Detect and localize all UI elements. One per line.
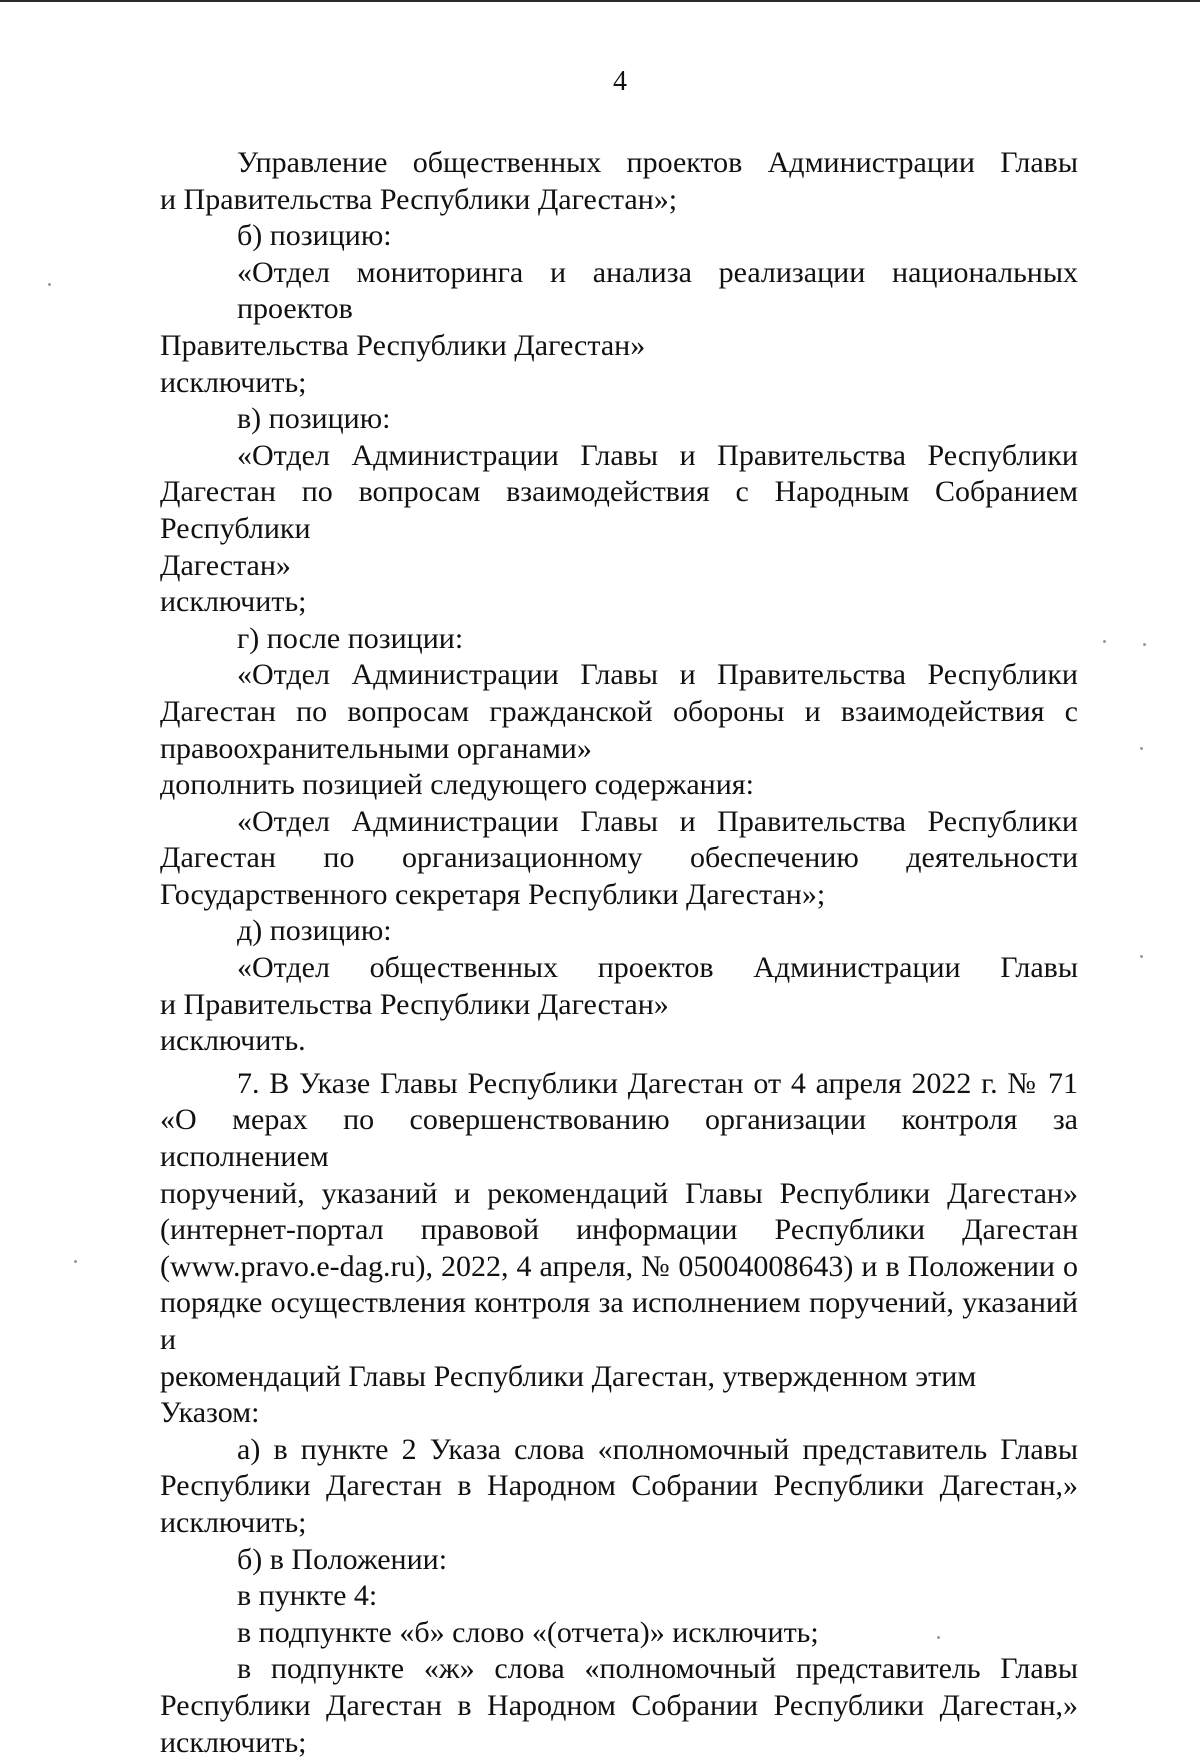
paragraph xyxy=(160,767,1078,804)
text-line: в пункте 4: xyxy=(237,1579,378,1613)
quoted-position xyxy=(160,950,1078,1023)
scan-speck xyxy=(74,1260,77,1263)
paragraph xyxy=(160,584,1078,621)
scan-speck xyxy=(1103,640,1106,643)
item-heading xyxy=(160,621,1078,658)
paragraph xyxy=(160,1651,1078,1761)
text-line: исключить; xyxy=(160,1505,307,1539)
quoted-position xyxy=(160,255,1078,365)
text-line: Республики Дагестан в Народном Собрании Республики Дагестан,» xyxy=(160,1688,1078,1722)
text-line: Дагестан по вопросам взаимодействия с Народным Собранием Республики xyxy=(160,475,1078,545)
text-line: Дагестан» xyxy=(160,548,291,582)
text-line: дополнить позицией следующего содержания: xyxy=(160,768,754,802)
text-line: «Отдел мониторинга и анализа реализации национальных проектов xyxy=(237,255,1078,326)
item-heading xyxy=(160,401,1078,438)
text-line: б) в Положении: xyxy=(237,1542,448,1576)
scan-speck xyxy=(48,283,51,286)
text-line: Правительства Республики Дагестан» xyxy=(160,328,646,362)
text-line: «Отдел Администрации Главы и Правительства Республики xyxy=(237,804,1078,838)
scan-speck xyxy=(1140,747,1143,750)
text-line: в подпункте «ж» слова «полномочный представитель Главы xyxy=(237,1652,1078,1686)
text-line: Республики Дагестан в Народном Собрании Республики Дагестан,» xyxy=(160,1469,1078,1503)
quoted-position xyxy=(160,657,1078,767)
text-line: «Отдел Администрации Главы и Правительства Республики xyxy=(237,658,1078,692)
text-line: б) позицию: xyxy=(237,219,392,253)
item-heading xyxy=(160,1542,1078,1579)
item-heading xyxy=(160,1578,1078,1615)
text-line: исключить; xyxy=(160,585,307,619)
quoted-position xyxy=(160,438,1078,584)
document-body xyxy=(160,145,1078,1761)
section-7 xyxy=(160,1066,1078,1432)
page-number: 4 xyxy=(613,66,627,97)
scan-speck xyxy=(1143,643,1146,646)
text-line: Управление общественных проектов Администрации Главы xyxy=(237,146,1078,179)
scan-speck xyxy=(937,1636,940,1639)
text-line: а) в пункте 2 Указа слова «полномочный представитель Главы xyxy=(237,1432,1078,1466)
text-line: в) позицию: xyxy=(237,402,391,436)
text-line: исключить. xyxy=(160,1024,306,1058)
text-line: Дагестан по организационному обеспечению деятельности xyxy=(160,841,1078,875)
paragraph xyxy=(160,1615,1078,1652)
scan-speck xyxy=(1140,955,1143,958)
text-line: и Правительства Республики Дагестан» xyxy=(160,987,669,1021)
paragraph xyxy=(160,365,1078,402)
scan-top-edge xyxy=(0,0,1200,2)
text-line: 7. В Указе Главы Республики Дагестан от 4 апреля 2022 г. № 71 xyxy=(237,1066,1078,1100)
paragraph xyxy=(160,1023,1078,1060)
text-line: г) после позиции: xyxy=(237,621,464,655)
quoted-position xyxy=(160,804,1078,914)
text-line: исключить; xyxy=(160,1725,307,1759)
text-line: правоохранительными органами» xyxy=(160,731,592,765)
text-line: исключить; xyxy=(160,365,307,399)
text-line: в подпункте «б» слово «(отчета)» исключить; xyxy=(237,1615,819,1649)
paragraph-continuation xyxy=(160,145,1078,218)
item-heading xyxy=(160,218,1078,255)
text-line: рекомендаций Главы Республики Дагестан, утвержденном этим Указом: xyxy=(160,1359,977,1430)
text-line: (интернет-портал правовой информации Республики Дагестан xyxy=(160,1213,1078,1247)
text-line: Государственного секретаря Республики Дагестан»; xyxy=(160,877,826,911)
text-line: (www.pravo.e-dag.ru), 2022, 4 апреля, № 05004008643) и в Положении о xyxy=(160,1249,1078,1283)
text-line: и Правительства Республики Дагестан»; xyxy=(160,182,678,216)
subitem-a xyxy=(160,1432,1078,1542)
text-line: Дагестан по вопросам гражданской обороны и взаимодействия с xyxy=(160,694,1078,728)
text-line: «Отдел Администрации Главы и Правительства Республики xyxy=(237,438,1078,472)
text-line: порядке осуществления контроля за исполнением поручений, указаний и xyxy=(160,1286,1078,1356)
item-heading xyxy=(160,913,1078,950)
text-line: поручений, указаний и рекомендаций Главы Республики Дагестан» xyxy=(160,1176,1078,1210)
text-line: д) позицию: xyxy=(237,914,392,948)
text-line: «О мерах по совершенствованию организации контроля за исполнением xyxy=(160,1103,1078,1174)
text-line: «Отдел общественных проектов Администрации Главы xyxy=(237,951,1078,985)
